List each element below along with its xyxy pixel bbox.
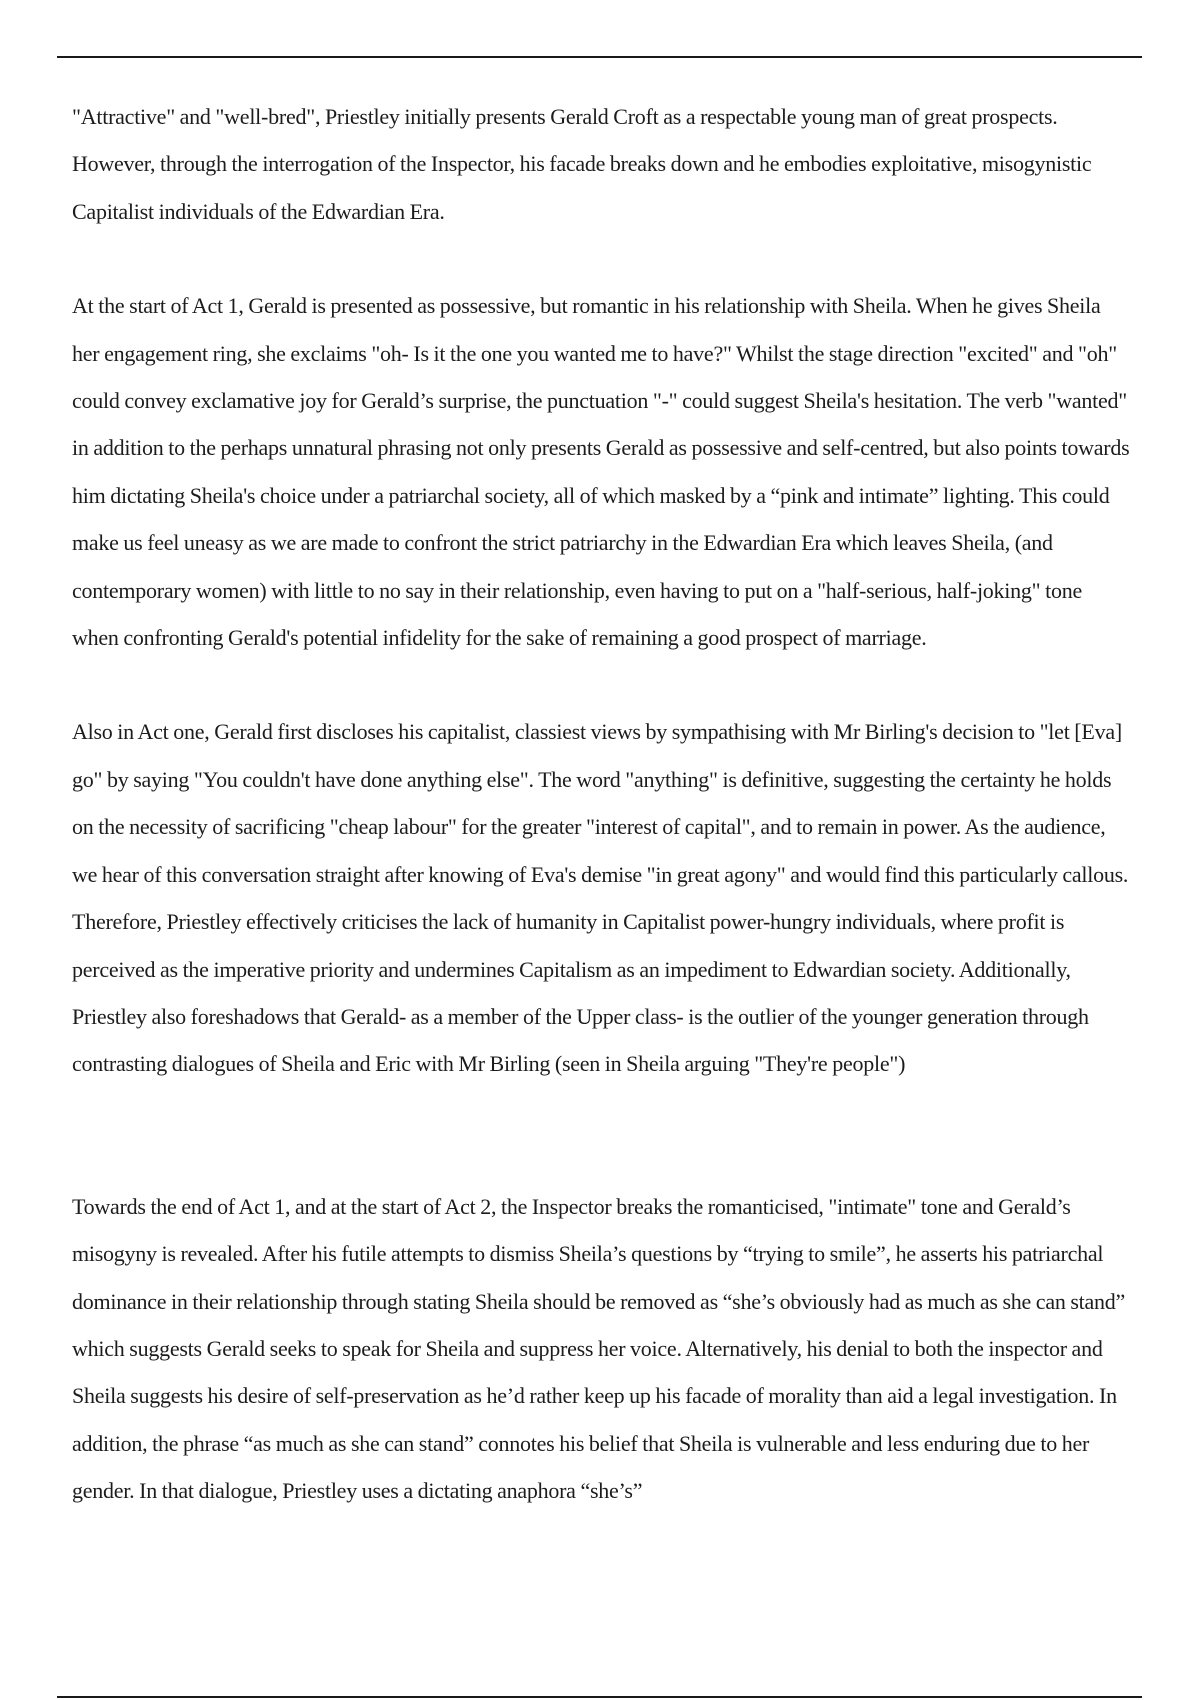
document-body <box>72 93 1132 1515</box>
paragraph-act1-engagement: At the start of Act 1, Gerald is presented as possessive, but romantic in his relationship with Sheila. When he gives Sheila her engagement ring, she exclaims "oh- Is it the one you wanted me to have?" Whilst the stage direction "excited" and "oh" could convey exclamative joy for Gerald’s surprise, the punctuation "-" could suggest Sheila's hesitation. The verb "wanted" in addition to the perhaps unnatural phrasing not only presents Gerald as possessive and self-centred, but also points towards him dictating Sheila's choice under a patriarchal society, all of which masked by a “pink and intimate” lighting. This could make us feel uneasy as we are made to confront the strict patriarchy in the Edwardian Era which leaves Sheila, (and contemporary women) with little to no say in their relationship, even having to put on a "half-serious, half-joking" tone when confronting Gerald's potential infidelity for the sake of remaining a good prospect of marriage. <box>72 293 1130 651</box>
paragraph-act1-capitalism: Also in Act one, Gerald first discloses his capitalist, classiest views by sympathising with Mr Birling's decision to "let [Eva] go" by saying "You couldn't have done anything else". The word "anything" is definitive, suggesting the certainty he holds on the necessity of sacrificing "cheap labour" for the greater "interest of capital", and to remain in power. As the audience, we hear of this conversation straight after knowing of Eva's demise "in great agony" and would find this particularly callous. Therefore, Priestley effectively criticises the lack of humanity in Capitalist power-hungry individuals, where profit is perceived as the imperative priority and undermines Capitalism as an impediment to Edwardian society. Additionally, Priestley also foreshadows that Gerald- as a member of the Upper class- is the outlier of the younger generation through contrasting dialogues of Sheila and Eric with Mr Birling (seen in Sheila arguing "They're people") <box>72 719 1129 1077</box>
paragraph-act2-misogyny: Towards the end of Act 1, and at the start of Act 2, the Inspector breaks the romanticised, "intimate" tone and Gerald’s misogyny is revealed. After his futile attempts to dismiss Sheila’s questions by “trying to smile”, he asserts his patriarchal dominance in their relationship through stating Sheila should be removed as “she’s obviously had as much as she can stand” which suggests Gerald seeks to speak for Sheila and suppress her voice. Alternatively, his denial to both the inspector and Sheila suggests his desire of self-preservation as he’d rather keep up his facade of morality than aid a legal investigation. In addition, the phrase “as much as she can stand” connotes his belief that Sheila is vulnerable and less enduring due to her gender. In that dialogue, Priestley uses a dictating anaphora “she’s” <box>72 1193 1126 1504</box>
bottom-divider <box>57 1696 1142 1698</box>
top-divider <box>57 56 1142 58</box>
paragraph-intro: "Attractive" and "well-bred", Priestley initially presents Gerald Croft as a respectable young man of great prospects. However, through the interrogation of the Inspector, his facade breaks down and he embodies exploitative, misogynistic Capitalist individuals of the Edwardian Era. <box>72 104 1092 224</box>
